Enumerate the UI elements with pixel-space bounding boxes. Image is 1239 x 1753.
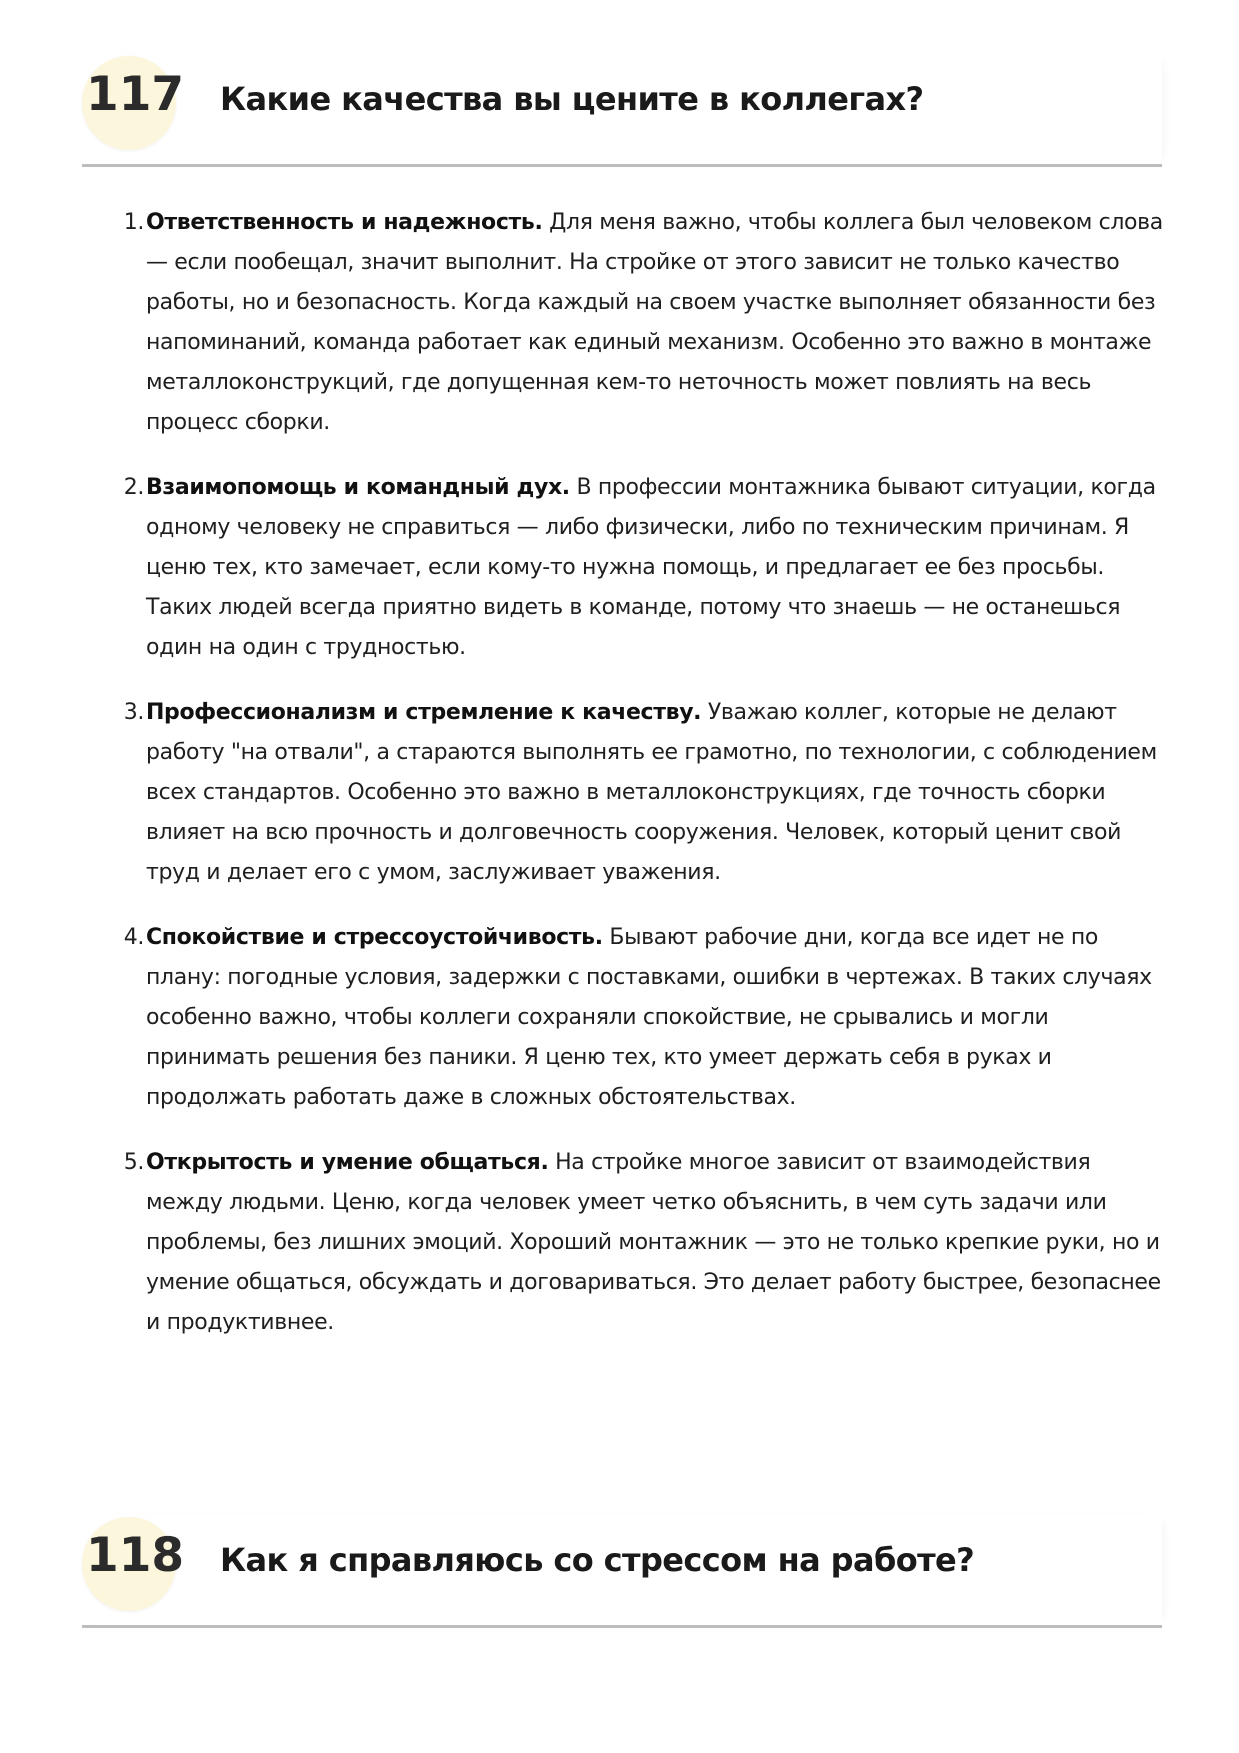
list-item-text: Уважаю коллег, которые не делают работу "на отвали", а стараются выполнять ее грамотно, по технологии, с соблюдением всех стандартов. Особенно это важно в металлоконструкциях, где точность сборки влияет на всю прочность и долговечность сооружения. Человек, который ценит свой труд и делает его с умом, заслуживает уважения. — [146, 700, 1157, 885]
list-item-title: Профессионализм и стремление к качеству. — [146, 700, 702, 725]
list-item-number: 5. — [123, 1150, 144, 1175]
section-header-117 — [82, 54, 1162, 167]
list-item-text: В профессии монтажника бывают ситуации, когда одному человеку не справиться — либо физически, либо по техническим причинам. Я ценю тех, кто замечает, если кому-то нужна помощь, и предлагает ее без просьбы. Таких людей всегда приятно видеть в команде, потому что знаешь — не останешься один на один с трудностью. — [146, 475, 1156, 660]
list-item-text: Бывают рабочие дни, когда все идет не по плану: погодные условия, задержки с поставками, ошибки в чертежах. В таких случаях особенно важно, чтобы коллеги сохраняли спокойствие, не срывались и могли принимать решения без паники. Я ценю тех, кто умеет держать себя в руках и продолжать работать даже в сложных обстоятельствах. — [146, 925, 1152, 1110]
question-title: Какие качества вы цените в коллегах? — [220, 80, 924, 118]
section-header-118 — [82, 1515, 1162, 1628]
list-item — [108, 203, 1168, 443]
list-item-number: 3. — [123, 700, 144, 725]
list-item-number: 1. — [123, 210, 144, 235]
list-item-number: 2. — [123, 475, 144, 500]
list-item-number: 4. — [123, 925, 144, 950]
list-item-text: Для меня важно, чтобы коллега был человеком слова — если пообещал, значит выполнит. На стройке от этого зависит не только качество работы, но и безопасность. Когда каждый на своем участке выполняет обязанности без напоминаний, команда работает как единый механизм. Особенно это важно в монтаже металлоконструкций, где допущенная кем-то неточность может повлиять на весь процесс сборки. — [146, 210, 1163, 435]
question-number-badge — [82, 1517, 185, 1611]
question-number: 117 — [86, 67, 185, 122]
list-item — [108, 1143, 1168, 1343]
list-item-text: На стройке многое зависит от взаимодействия между людьми. Ценю, когда человек умеет четко объяснить, в чем суть задачи или проблемы, без лишних эмоций. Хороший монтажник — это не только крепкие руки, но и умение общаться, обсуждать и договариваться. Это делает работу быстрее, безопаснее и продуктивнее. — [146, 1150, 1161, 1335]
question-title: Как я справляюсь со стрессом на работе? — [220, 1541, 975, 1579]
list-item-title: Ответственность и надежность. — [146, 210, 543, 235]
question-number: 118 — [86, 1528, 185, 1583]
question-number-badge — [82, 56, 185, 150]
list-item-title: Взаимопомощь и командный дух. — [146, 475, 570, 500]
list-item — [108, 693, 1168, 893]
list-item-title: Спокойствие и стрессоустойчивость. — [146, 925, 603, 950]
answer-list — [108, 203, 1168, 1368]
list-item — [108, 468, 1168, 668]
list-item-title: Открытость и умение общаться. — [146, 1150, 549, 1175]
list-item — [108, 918, 1168, 1118]
